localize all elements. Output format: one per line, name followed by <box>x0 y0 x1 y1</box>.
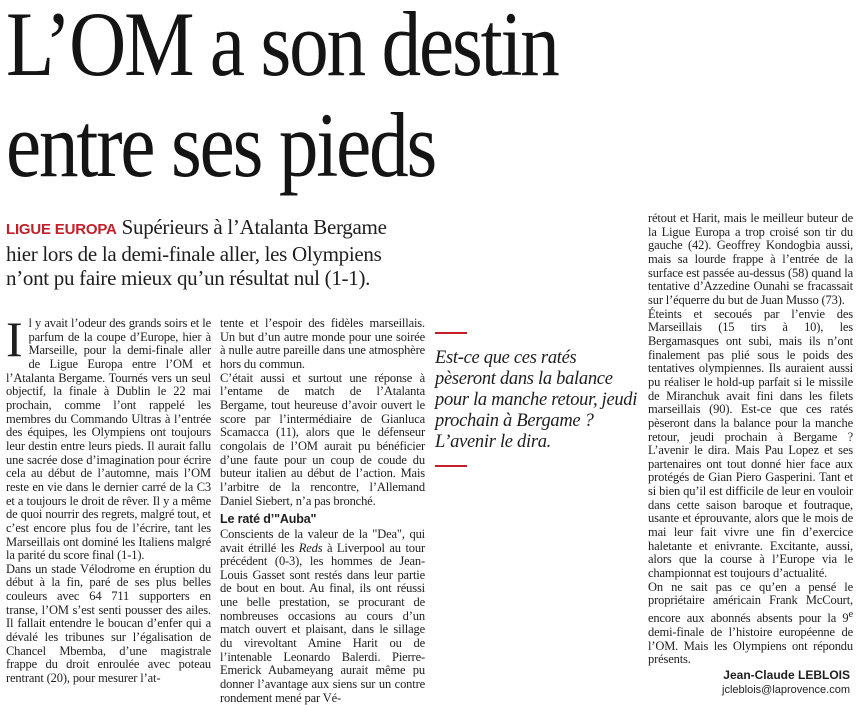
drop-cap: I <box>6 311 23 367</box>
paragraph <box>220 528 425 705</box>
pull-quote <box>435 332 640 467</box>
standfirst-text: Supérieurs à l’Atalanta Bergame hier lors de la demi-finale aller, les Olympiens n’ont pu faire mieux qu’un résultat nul (1-1). <box>6 215 387 290</box>
pull-quote-text: Est-ce que ces ratés pèseront dans la balance pour la manche retour, jeudi prochain à Bergame ? L’avenir le dira. <box>435 348 638 452</box>
paragraph-text: On ne sait pas ce qu’en a pensé le propriétaire américain Frank McCourt, encore aux abonnés absents pour la 9 <box>648 579 853 626</box>
byline-author: Jean-Claude LEBLOIS <box>723 668 850 682</box>
paragraph-text: l y avait l’odeur des grands soirs et le parfum de la coupe d’Europe, hier à Marseille, pour la demi-finale aller de Ligue Europa entre l’OM et l’Atalanta Bergame. Tournés vers un seul objectif, la finale à Dublin le 22 mai prochain, comme l’ont rappelé les membres du Commando Ultras à l’entrée des équipes, les Olympiens ont toujours leur destin entre leurs pieds. Il aurait fallu une sacrée dose d’imagination pour écrire cela au début de l’automne, mais l’OM reste en vie dans le dernier carré de la C3 et a toujours le droit de rêver. Il y a même de quoi nourrir des regrets, malgré tout, et c’est encore plus fou de l’écrire, tant les Marseillais ont dominé les Italiens malgré la parité du score final (1-1). <box>6 316 211 563</box>
quote-rule-bottom <box>435 465 467 467</box>
standfirst <box>6 215 414 290</box>
italic-text: Reds <box>298 540 323 555</box>
paragraph-text: Conscients de la valeur de la "Dea", qui avait étrillé les <box>220 526 425 555</box>
article-column-1 <box>6 311 211 686</box>
subheading: Le raté d’"Auba" <box>220 512 317 527</box>
byline-email: jcleblois@laprovence.com <box>722 684 850 696</box>
article-headline <box>6 0 737 196</box>
paragraph <box>648 581 853 667</box>
paragraph: Dans un stade Vélodrome en éruption du début à la fin, paré de ses plus belles couleurs avec 64 711 supporters en transe, l’OM s’est senti pousser des ailes. Il fallait entendre le boucan d’enfer qui a dévalé les tribunes sur l’égalisation de Chancel Mbemba, d’une magistrale frappe du droit enroulée avec poteau rentrant (20), pour mesurer l’at- <box>6 561 211 686</box>
paragraph: tente et l’espoir des fidèles marseillais. Un but d’un autre monde pour une soirée à nulle autre pareille dans une atmosphère hors du commun. <box>220 316 425 371</box>
paragraph <box>6 311 211 563</box>
paragraph: Éteints et secoués par l’envie des Marseillais (15 tirs à 10), les Bergamasques ont subi, mais ils n’ont finalement pas plié sous le poids des tentatives olympiennes. Ils auraient aussi pu réaliser le hold-up parfait si le missile de Miranchuk avait fini dans les filets marseillais (90). Est-ce que ces ratés pèseront dans la balance pour la manche retour, jeudi prochain à Bergame ? L’avenir le dira. Mais Pau Lopez et ses partenaires ont tout donné hier face aux protégés de Gian Piero Gasperini. Tant et si bien qu’il est difficile de leur en vouloir dans cette saison baroque et foutraque, usante et éprouvante, alors que le mois de mai leur fait vivre une fin d’exercice haletante et enivrante. Excitante, aussi, alors que la course à l’Europe via le championnat est toujours d’actualité. <box>648 306 853 581</box>
headline-line-1: L’OM a son destin <box>6 0 558 95</box>
paragraph: rétout et Harit, mais le meilleur buteur de la Ligue Europa a trop croisé son tir du gauche (42). Geoffrey Kondogbia aussi, mais sa lourde frappe à l’entrée de la surface est passée au-dessus (58) quand la tentative d’Azzedine Ounahi se fracassait sur l’équerre du but de Juan Musso (73). <box>648 211 853 307</box>
superscript: e <box>848 609 853 621</box>
section-kicker: LIGUE EUROPA <box>6 221 117 238</box>
paragraph-text: demi-finale de l’histoire européenne de l’OM. Mais les Olympiens ont répondu présents. <box>648 624 853 667</box>
headline-line-2: entre ses pieds <box>6 94 436 196</box>
paragraph-text: à Liverpool au tour précédent (0-3), les hommes de Jean-Louis Gasset sont restés dans leur partie de bout en bout. Au final, ils ont réussi une belle prestation, se procurant de nombreuses occasions au cours d’un match ouvert et plaisant, dans le sillage du virevoltant Amine Harit ou de l’intenable Leonardo Balerdi. Pierre-Emerick Aubameyang aurait même pu donner l’avantage aux siens sur un contre rondement mené par Vé- <box>220 540 425 705</box>
paragraph: C’était aussi et surtout une réponse à l’entame de match de l’Atalanta Bergame, tout heureuse d’avoir ouvert le score par l’intermédiaire de Gianluca Scamacca (11), alors que le défenseur congolais de l’OM aurait pu bénéficier d’une faute pour un coup de coude du buteur italien au début de l’action. Mais l’arbitre de la rencontre, l’Allemand Daniel Siebert, n’a pas bronché. <box>220 370 425 508</box>
article-column-2 <box>220 317 425 705</box>
quote-rule-top <box>435 332 467 334</box>
article-column-3 <box>648 212 853 667</box>
